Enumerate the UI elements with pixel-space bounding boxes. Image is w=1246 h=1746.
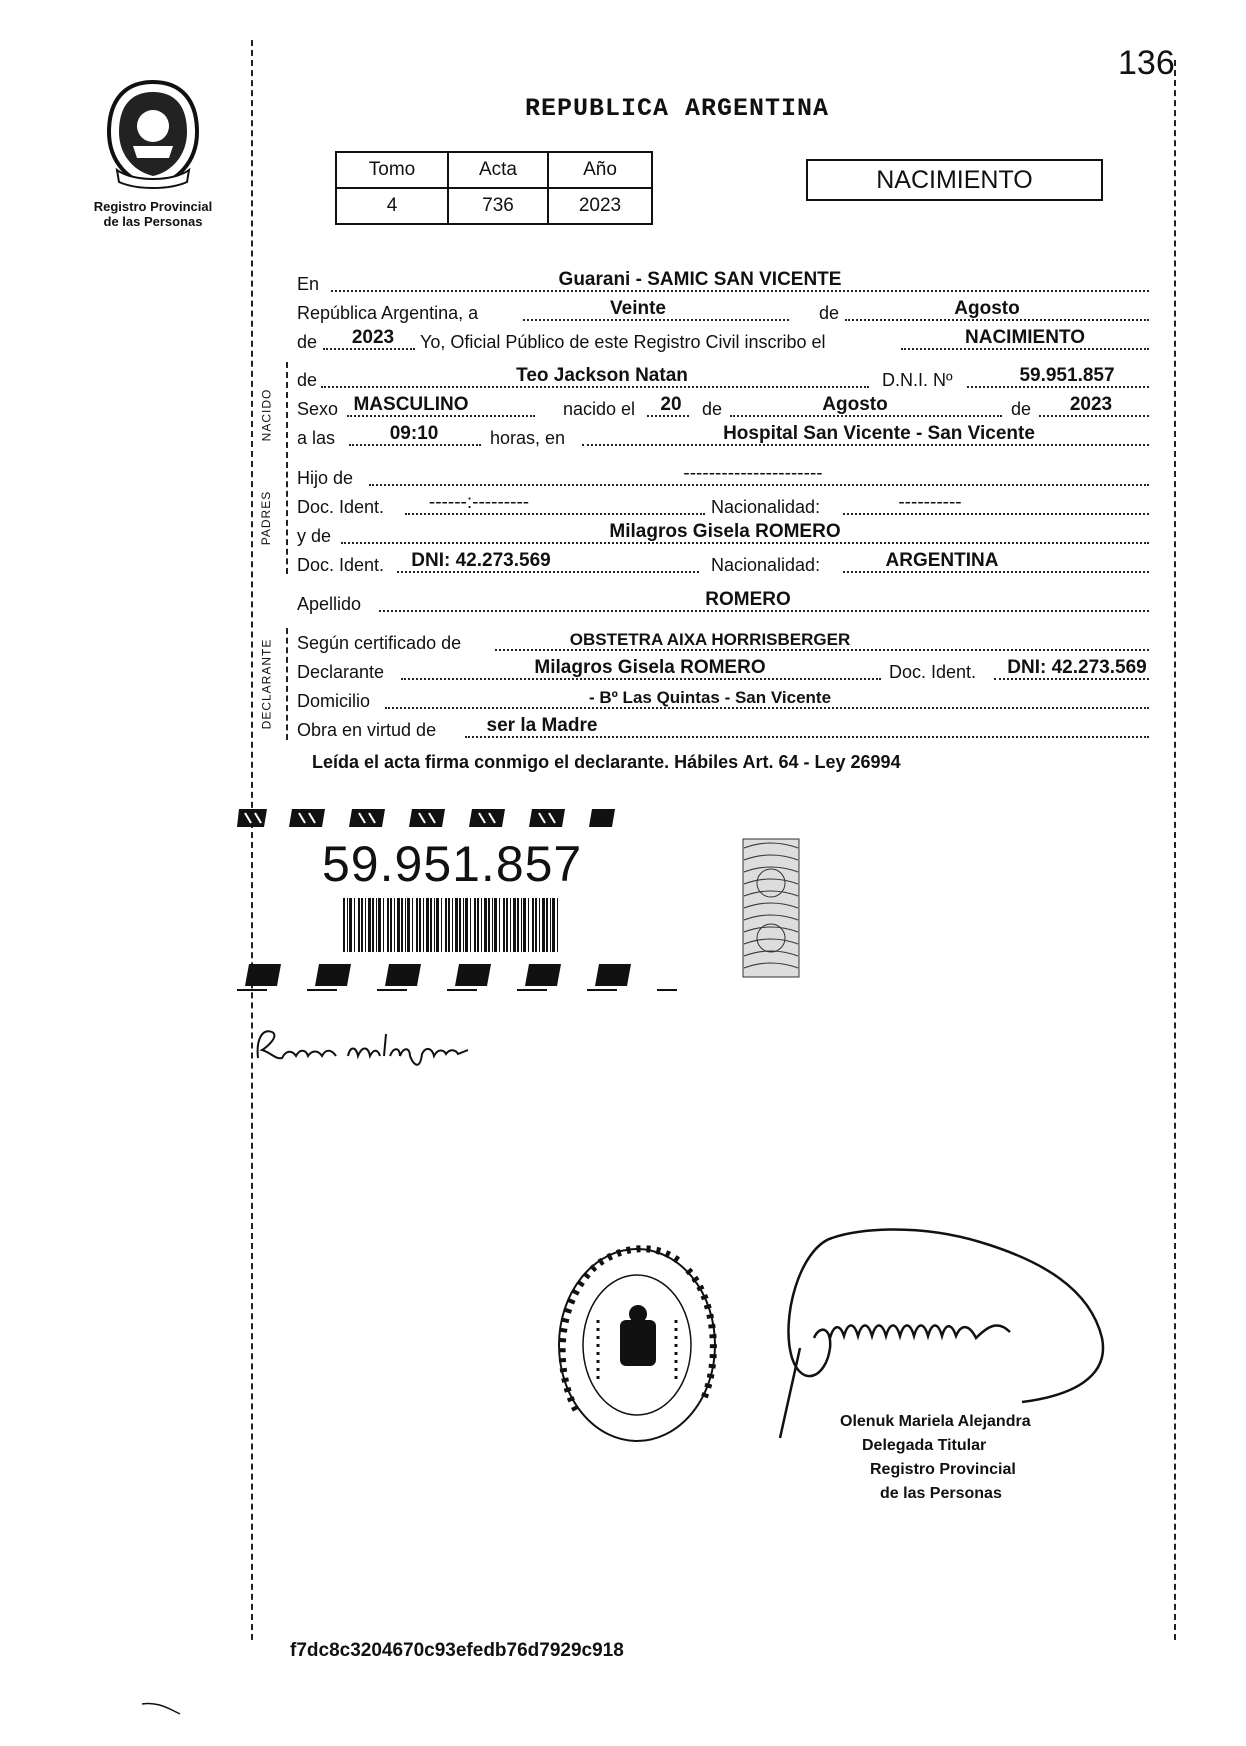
barcode-bar [532,898,534,952]
barcode-bar [383,898,384,952]
barcode-bar [488,898,490,952]
label-nacionalidad-1: Nacionalidad: [711,497,821,517]
barcode-bar [452,898,453,952]
barcode-bar [552,898,555,952]
form-row-surname [297,591,1152,615]
value-declarant-doc: DNI: 42.273.569 [1007,657,1147,678]
label-obra: Obra en virtud de [297,720,437,740]
value-surname: ROMERO [705,589,791,610]
label-officer-text: Yo, Oficial Público de este Registro Civil inscribo el [420,332,826,352]
value-mother-doc: DNI: 42.273.569 [411,550,551,571]
value-time: 09:10 [389,423,439,444]
official-signature [740,1228,1120,1438]
value-year: 2023 [351,327,395,348]
barcode-bar [378,898,381,952]
barcode-bar [423,898,424,952]
official-org-line2: de las Personas [880,1485,1002,1502]
value-address: - Bº Las Quintas - San Vicente [588,688,832,707]
official-role: Delegada Titular [862,1437,987,1454]
barcode-bar [528,898,529,952]
form-row-father [297,465,1152,489]
official-stamp [840,1410,1031,1506]
value-birth-year: 2023 [1069,394,1113,415]
value-child-name: Teo Jackson Natan [516,365,688,386]
label-y-de: y de [297,526,332,546]
label-year-prefix: de [297,332,318,352]
label-dni: D.N.I. Nº [882,370,953,390]
document-hash: f7dc8c3204670c93efedb76d7929c918 [290,1640,624,1661]
official-seal [548,1240,726,1450]
barcode-bar [361,898,363,952]
official-org-line1: Registro Provincial [870,1461,1016,1478]
scan-mark [140,1700,190,1720]
form-row-sex-birth [297,396,1152,420]
label-horas: horas, en [490,428,566,448]
barcode-bar [484,898,487,952]
barcode-bar [365,898,366,952]
value-day-word: Veinte [610,298,666,319]
label-de-birth-year: de [1011,399,1032,419]
value-acta: 736 [448,188,548,224]
barcode-bar [455,898,458,952]
form-row-mother-doc [297,552,1152,576]
barcode-bar [477,898,479,952]
barcode-bar [481,898,482,952]
barcode-bar [394,898,395,952]
barcode-bar [419,898,421,952]
barcode-bar [347,898,348,952]
barcode-bar [465,898,468,952]
barcode-bar [474,898,476,952]
barcode-bar [368,898,371,952]
label-hijo-de: Hijo de [297,468,354,488]
barcode-bar [535,898,537,952]
barcode-bar [521,898,522,952]
label-sexo: Sexo [297,399,339,419]
declarant-signature [252,1020,512,1070]
label-a-las: a las [297,428,336,448]
value-tomo: 4 [336,188,448,224]
value-anio: 2023 [548,188,652,224]
form-row-address [297,688,1152,712]
header-anio: Año [548,152,652,188]
barcode-bar [436,898,439,952]
side-divider-declarante [286,628,288,740]
barcode-bar [445,898,447,952]
registry-value-row [336,188,652,224]
barcode-bar [407,898,410,952]
barcode-bar [372,898,374,952]
barcode-bar [542,898,545,952]
label-de-name: de [297,370,318,390]
barcode-bar [401,898,403,952]
value-mother-nationality: ARGENTINA [885,550,999,571]
label-declarante: Declarante [297,662,385,682]
form-row-declarant [297,659,1152,683]
barcode [343,898,563,952]
legal-notice: Leída el acta firma conmigo el declarante. Hábiles Art. 64 - Ley 26994 [312,752,901,772]
value-act: NACIMIENTO [965,327,1085,348]
barcode-bar [463,898,464,952]
value-mother: Milagros Gisela ROMERO [609,521,841,542]
misiones-coat-of-arms-icon [103,78,203,190]
dotted-line [843,513,1149,515]
label-de-birth-month: de [702,399,723,419]
form-row-mother [297,523,1152,547]
registry-header-row [336,152,652,188]
form-row-en [297,271,1152,295]
barcode-bar [354,898,355,952]
security-pattern-bottom [237,958,687,994]
left-margin-line [251,40,253,1640]
value-place-of-registration: Guarani - SAMIC SAN VICENTE [558,269,842,290]
security-pattern-top [237,805,687,829]
barcode-bar [405,898,406,952]
label-republica: República Argentina, a [297,303,479,323]
barcode-bar [387,898,389,952]
barcode-bar [434,898,435,952]
form-row-certificate [297,630,1152,654]
barcode-bar [499,898,500,952]
barcode-bar [492,898,493,952]
value-birth-day: 20 [660,394,682,415]
barcode-bar [376,898,377,952]
barcode-bar [343,898,345,952]
barcode-bar [510,898,511,952]
label-doc-ident-3: Doc. Ident. [889,662,977,682]
label-de: de [819,303,840,323]
act-type-box: NACIMIENTO [806,159,1103,201]
label-dni-number: 59.951.857 [322,836,583,892]
logo-caption-line2: de las Personas [103,214,203,229]
barcode-bar [448,898,450,952]
form-row-father-doc [297,494,1152,518]
barcode-bar [426,898,429,952]
right-margin-line [1174,60,1176,1640]
logo-caption-line1: Registro Provincial [93,199,213,214]
value-father-doc: ------:--------- [428,492,530,513]
page-number: 136 [1118,44,1175,82]
barcode-bar [459,898,461,952]
label-segun-certificado: Según certificado de [297,633,462,653]
value-month: Agosto [954,298,1020,319]
form-row-time-place [297,425,1152,449]
barcode-bar [517,898,519,952]
value-birth-month: Agosto [822,394,888,415]
provincial-logo [88,78,218,229]
barcode-bar [557,898,558,952]
barcode-bar [494,898,497,952]
official-name: Olenuk Mariela Alejandra [840,1413,1031,1430]
barcode-bar [358,898,360,952]
document-title: REPUBLICA ARGENTINA [525,94,830,123]
value-certificate: OBSTETRA AIXA HORRISBERGER [569,630,851,649]
barcode-bar [441,898,442,952]
side-label-nacido: NACIDO [259,388,274,442]
value-birth-place: Hospital San Vicente - San Vicente [723,423,1035,444]
value-father: ---------------------- [683,463,823,484]
barcode-bar [506,898,508,952]
label-apellido: Apellido [297,594,362,614]
label-domicilio: Domicilio [297,691,371,711]
side-divider-nacido [286,362,288,468]
form-row-date [297,300,1152,324]
form-row-name [297,367,1152,391]
barcode-bar [470,898,471,952]
barcode-bar [412,898,413,952]
barcode-bar [550,898,551,952]
value-father-nationality: ---------- [898,492,962,513]
barcode-bar [539,898,540,952]
registry-table [335,151,653,225]
label-doc-ident-2: Doc. Ident. [297,555,385,575]
barcode-bar [523,898,526,952]
barcode-bar [430,898,432,952]
barcode-bar [349,898,352,952]
label-nacido: nacido el [563,399,636,419]
side-label-padres: PADRES [259,490,273,546]
side-divider-padres [286,462,288,574]
barcode-bar [416,898,418,952]
value-sexo: MASCULINO [353,394,469,415]
value-capacity: ser la Madre [486,715,598,736]
label-nacionalidad-2: Nacionalidad: [711,555,821,575]
barcode-bar [390,898,392,952]
hologram-security-seal [742,838,800,978]
form-row-capacity [297,717,1152,741]
barcode-bar [513,898,516,952]
form-row-year [297,329,1152,353]
value-declarant: Milagros Gisela ROMERO [534,657,766,678]
side-label-declarante: DECLARANTE [259,638,273,730]
barcode-bar [397,898,400,952]
value-dni: 59.951.857 [1019,365,1115,386]
label-en: En [297,274,320,294]
barcode-bar [546,898,548,952]
header-tomo: Tomo [336,152,448,188]
header-acta: Acta [448,152,548,188]
barcode-bar [503,898,505,952]
label-doc-ident-1: Doc. Ident. [297,497,385,517]
